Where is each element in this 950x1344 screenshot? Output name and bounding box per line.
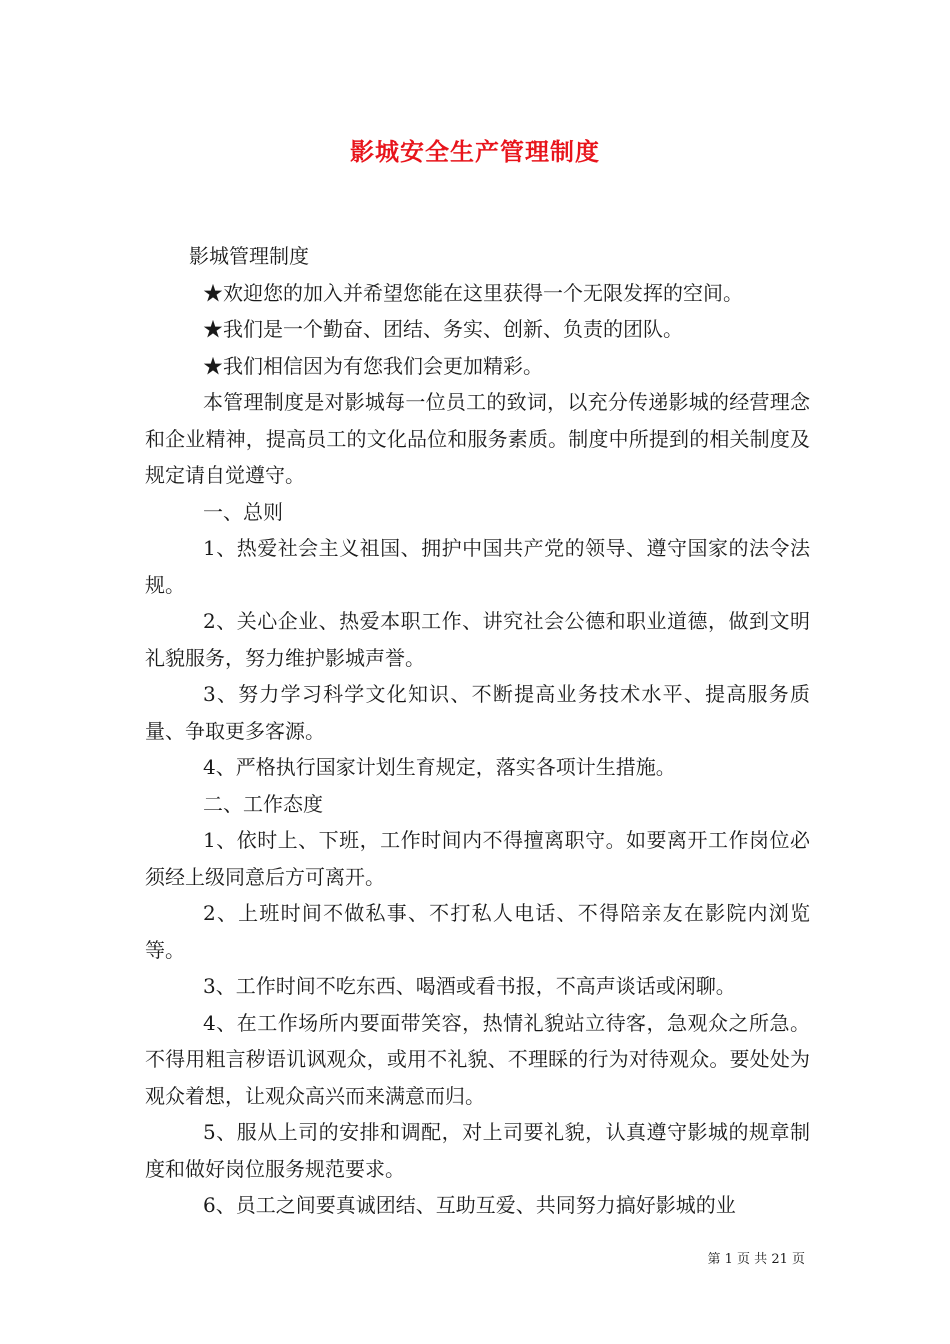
paragraph: 6、员工之间要真诚团结、互助互爱、共同努力搞好影城的业	[203, 1193, 736, 1217]
paragraph: 5、服从上司的安排和调配，对上司要礼貌，认真遵守影城的规章制度和做好岗位服务规范要求。	[145, 1120, 810, 1181]
paragraph: ★我们相信因为有您我们会更加精彩。	[203, 353, 543, 378]
section-heading: 二、工作态度	[203, 791, 323, 816]
paragraph: 本管理制度是对影城每一位员工的致词，以充分传递影城的经营理念和企业精神，提高员工的文化品位和服务素质。制度中所提到的相关制度及规定请自觉遵守。	[145, 390, 810, 487]
paragraph: 3、工作时间不吃东西、喝酒或看书报，不高声谈话或闲聊。	[203, 974, 736, 998]
page-number: 第 1 页 共 21 页	[707, 1252, 805, 1267]
paragraph: ★欢迎您的加入并希望您能在这里获得一个无限发挥的空间。	[203, 280, 743, 305]
paragraph: 3、努力学习科学文化知识、不断提高业务技术水平、提高服务质量、争取更多客源。	[145, 682, 810, 743]
paragraph: 4、在工作场所内要面带笑容，热情礼貌站立待客，急观众之所急。不得用粗言秽语讥讽观众，或用不礼貌、不理睬的行为对待观众。要处处为观众着想，让观众高兴而来满意而归。	[145, 1010, 810, 1108]
paragraph: 2、上班时间不做私事、不打私人电话、不得陪亲友在影院内浏览等。	[145, 901, 810, 962]
paragraph: ★我们是一个勤奋、团结、务实、创新、负责的团队。	[203, 317, 683, 341]
paragraph: 2、关心企业、热爱本职工作、讲究社会公德和职业道德，做到文明礼貌服务，努力维护影城声誉。	[145, 609, 810, 670]
paragraph: 影城管理制度	[189, 244, 309, 268]
document-body	[145, 238, 810, 1224]
paragraph: 1、依时上、下班，工作时间内不得擅离职守。如要离开工作岗位必须经上级同意后方可离开。	[145, 828, 810, 889]
paragraph: 4、严格执行国家计划生育规定，落实各项计生措施。	[203, 755, 676, 779]
section-heading: 一、总则	[203, 499, 283, 524]
document-title: 影城安全生产管理制度	[350, 137, 600, 166]
paragraph: 1、热爱社会主义祖国、拥护中国共产党的领导、遵守国家的法令法规。	[145, 536, 810, 597]
